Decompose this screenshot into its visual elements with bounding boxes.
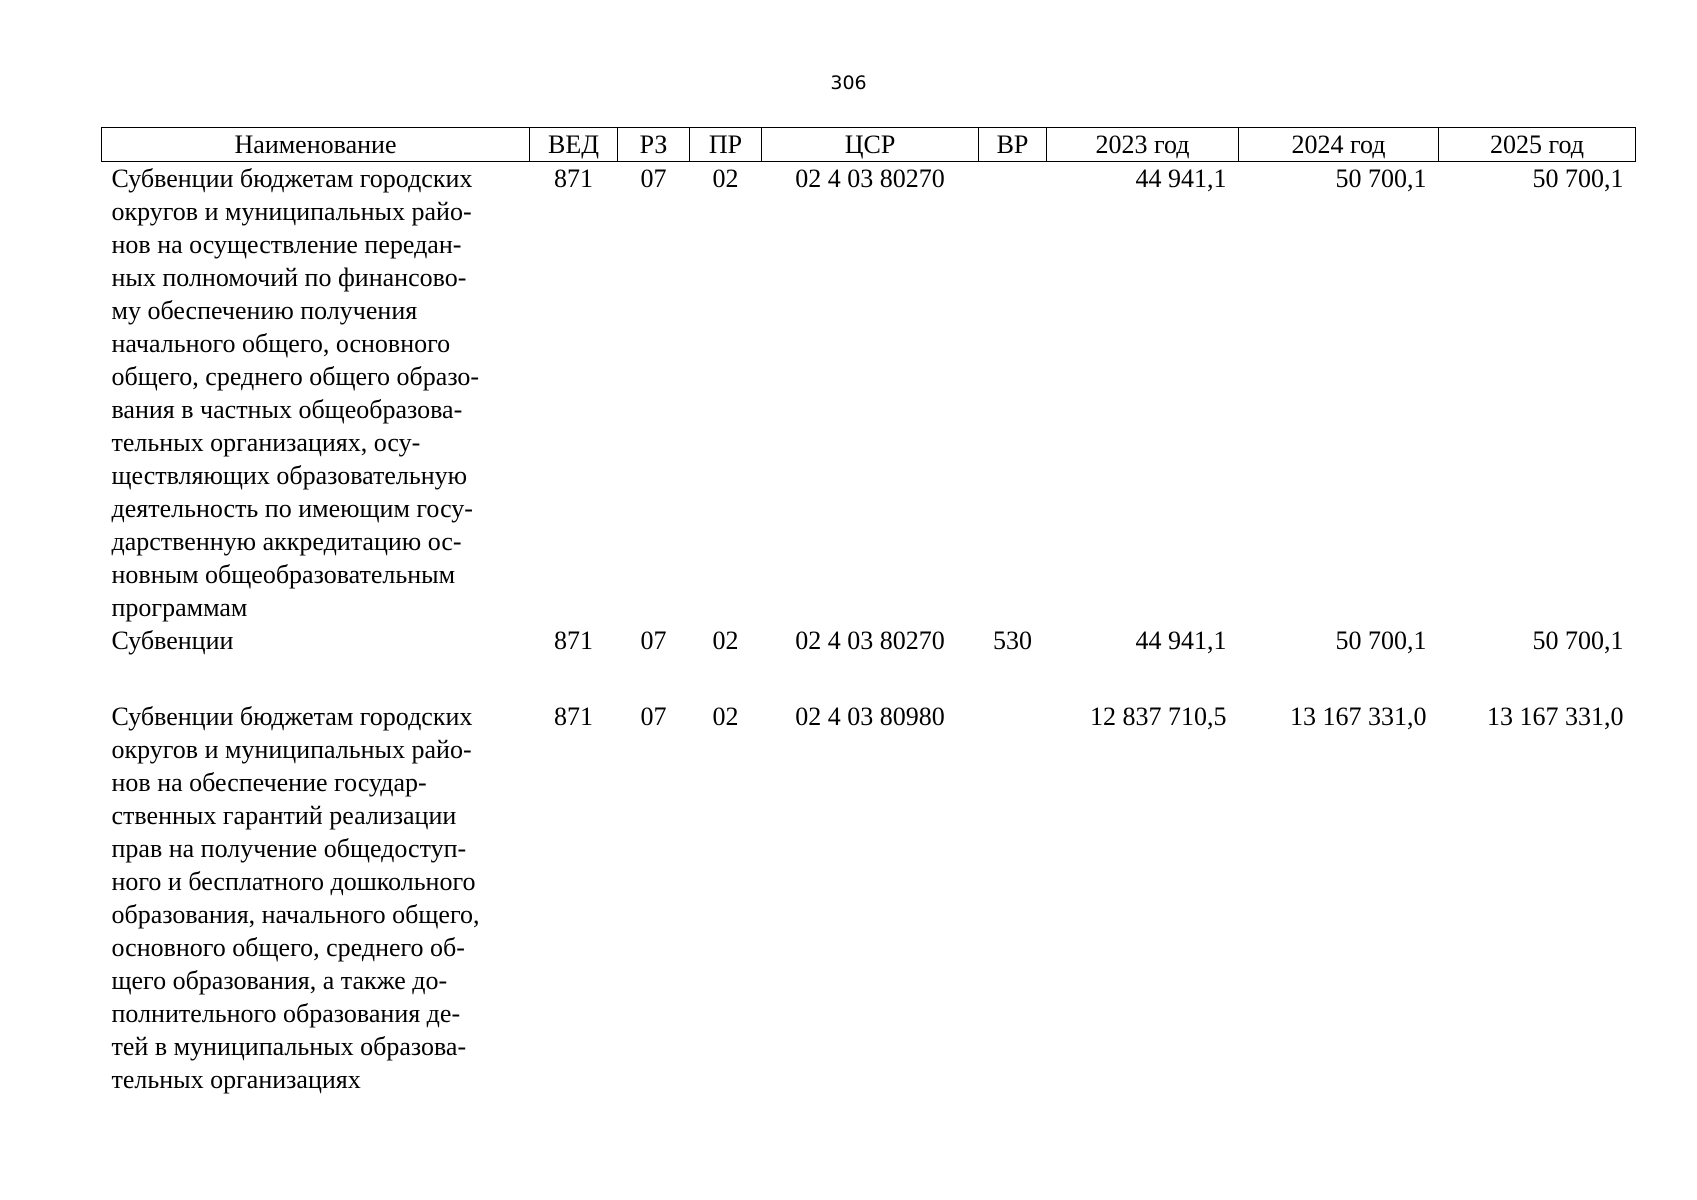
name-line: нов на осуществление передан- bbox=[111, 230, 462, 259]
name-line: тей в муниципальных образова- bbox=[111, 1032, 467, 1061]
header-vr: ВР bbox=[979, 128, 1047, 162]
table-row bbox=[102, 700, 1636, 1096]
row-pr: 02 bbox=[712, 164, 739, 193]
row-csr: 02 4 03 80270 bbox=[795, 164, 945, 193]
row-2025: 50 700,1 bbox=[1532, 626, 1624, 655]
name-line: тельных организациях bbox=[111, 1065, 361, 1094]
header-csr: ЦСР bbox=[762, 128, 979, 162]
name-line: новным общеобразовательным bbox=[111, 560, 456, 589]
name-line: му обеспечению получения bbox=[111, 296, 418, 325]
header-pr: ПР bbox=[690, 128, 762, 162]
table-row bbox=[102, 162, 1636, 625]
name-line: программам bbox=[111, 593, 248, 622]
row-2025: 50 700,1 bbox=[1532, 164, 1624, 193]
row-ved: 871 bbox=[554, 164, 593, 193]
row-rz: 07 bbox=[640, 164, 667, 193]
row-pr: 02 bbox=[712, 626, 739, 655]
row-2024: 13 167 331,0 bbox=[1290, 702, 1427, 731]
name-line: нов на обеспечение государ- bbox=[111, 768, 427, 797]
row-csr: 02 4 03 80270 bbox=[795, 626, 945, 655]
row-name-cell bbox=[102, 162, 530, 625]
name-line: Субвенции bbox=[111, 626, 234, 655]
header-2023: 2023 год bbox=[1047, 128, 1239, 162]
row-vr bbox=[979, 162, 1047, 625]
name-line: тельных организациях, осу- bbox=[111, 428, 421, 457]
row-pr: 02 bbox=[712, 702, 739, 731]
name-line: округов и муниципальных райо- bbox=[111, 197, 472, 226]
name-line: деятельность по имеющим госу- bbox=[111, 494, 473, 523]
name-line: щего образования, а также до- bbox=[111, 966, 448, 995]
table-header-row bbox=[102, 128, 1636, 162]
table-row bbox=[102, 624, 1636, 657]
name-line: образования, начального общего, bbox=[111, 900, 480, 929]
row-2023: 44 941,1 bbox=[1135, 164, 1227, 193]
row-2023: 12 837 710,5 bbox=[1090, 702, 1227, 731]
row-2024: 50 700,1 bbox=[1335, 164, 1427, 193]
row-vr: 530 bbox=[993, 626, 1032, 655]
name-line: общего, среднего общего образо- bbox=[111, 362, 480, 391]
name-line: начального общего, основного bbox=[111, 329, 451, 358]
name-line: ственных гарантий реализации bbox=[111, 801, 457, 830]
header-2025: 2025 год bbox=[1439, 128, 1636, 162]
header-name: Наименование bbox=[102, 128, 530, 162]
spacer-cell bbox=[102, 657, 1636, 700]
name-line: дарственную аккредитацию ос- bbox=[111, 527, 462, 556]
row-2025: 13 167 331,0 bbox=[1487, 702, 1624, 731]
name-line: округов и муниципальных райо- bbox=[111, 735, 472, 764]
name-line: Субвенции бюджетам городских bbox=[111, 164, 473, 193]
name-line: вания в частных общеобразова- bbox=[111, 395, 463, 424]
row-spacer bbox=[102, 657, 1636, 700]
row-2023: 44 941,1 bbox=[1135, 626, 1227, 655]
name-line: ных полномочий по финансово- bbox=[111, 263, 467, 292]
budget-table bbox=[101, 127, 1636, 1096]
name-line: полнительного образования де- bbox=[111, 999, 461, 1028]
row-2024: 50 700,1 bbox=[1335, 626, 1427, 655]
row-rz: 07 bbox=[640, 626, 667, 655]
row-ved: 871 bbox=[554, 702, 593, 731]
row-csr: 02 4 03 80980 bbox=[795, 702, 945, 731]
row-name-cell bbox=[102, 700, 530, 1096]
header-rz: РЗ bbox=[618, 128, 690, 162]
name-line: основного общего, среднего об- bbox=[111, 933, 465, 962]
name-line: ществляющих образовательную bbox=[111, 461, 468, 490]
row-vr bbox=[979, 700, 1047, 1096]
header-2024: 2024 год bbox=[1239, 128, 1439, 162]
name-line: ного и бесплатного дошкольного bbox=[111, 867, 476, 896]
header-ved: ВЕД bbox=[530, 128, 618, 162]
row-name-cell bbox=[102, 624, 530, 657]
page-number: 306 bbox=[830, 72, 867, 94]
name-line: Субвенции бюджетам городских bbox=[111, 702, 473, 731]
row-rz: 07 bbox=[640, 702, 667, 731]
row-ved: 871 bbox=[554, 626, 593, 655]
name-line: прав на получение общедоступ- bbox=[111, 834, 467, 863]
